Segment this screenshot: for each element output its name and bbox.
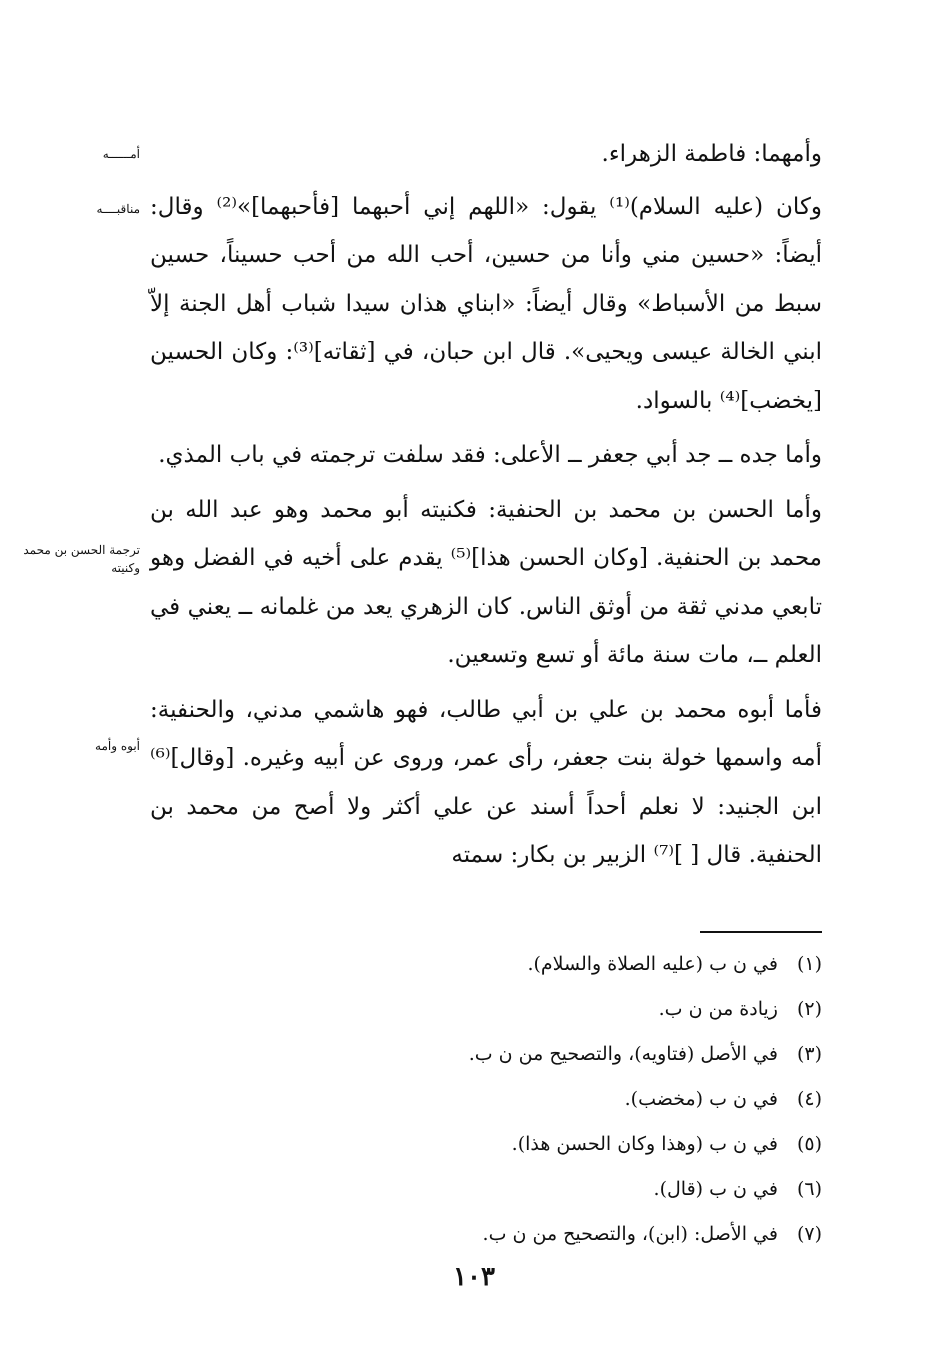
footnote (380, 1122, 822, 1167)
main-text (150, 130, 822, 886)
margin-note-hasan-biography: ترجمة الحسن بن محمد وكنيته (23, 543, 140, 575)
footnote-text: في الأصل: (ابن)، والتصحيح من ن ب. (482, 1223, 778, 1245)
footnote (380, 987, 822, 1032)
footnote-text: في الأصل (فتاويه)، والتصحيح من ن ب. (468, 1043, 778, 1065)
footnote-text: زيادة من ن ب. (658, 998, 778, 1020)
footnote (380, 1212, 822, 1257)
paragraph-virtues: وكان (عليه السلام)⁽¹⁾ يقول: «اللهم إني أحبهما [فأحبهما]»⁽²⁾ وقال: أيضاً: «حسين مني وأنا من حسين، أحب الله من أحب حسيناً، حسين سبط من الأسباط» وقال أيضاً: «ابناي هذان سيدا شباب أهل الجنة إلاّ ابني الخالة عيسى ويحيى». قال ابن حبان، في [ثقاته]⁽³⁾: وكان الحسين [يخضب]⁽⁴⁾ بالسواد. (150, 193, 822, 414)
margin-note-virtues: مناقبــــه (96, 202, 140, 216)
paragraph-mother: وأمهما: فاطمة الزهراء. (601, 141, 822, 167)
footnote-number: (٤) (796, 1088, 822, 1110)
footnote (380, 1167, 822, 1212)
footnote-number: (٦) (796, 1178, 822, 1200)
footnote-number: (٣) (796, 1043, 822, 1065)
footnote-text: في ن ب (مخضب). (624, 1088, 778, 1110)
footnote (380, 1032, 822, 1077)
paragraph-hasan-bin-muhammad: وأما الحسن بن محمد بن الحنفية: فكنيته أبو محمد وهو عبد الله بن محمد بن الحنفية. [وكان الحسن هذا]⁽⁵⁾ يقدم على أخيه في الفضل وهو تابعي مدني ثقة من أوثق الناس. كان الزهري يعد من غلمانه ــ يعني في العلم ــ، مات سنة مائة أو تسع وتسعين. (150, 496, 822, 668)
footnote-number: (٥) (796, 1133, 822, 1155)
margin-note-mother: أمــــــه (102, 147, 140, 161)
footnote-number: (٢) (796, 998, 822, 1020)
footnote-number: (١) (796, 953, 822, 975)
paragraph-father: فأما أبوه محمد بن علي بن أبي طالب، فهو هاشمي مدني، والحنفية: أمه واسمها خولة بنت جعفر، رأى عمر، وروى عن أبيه وغيره. [وقال]⁽⁶⁾ ابن الجنيد: لا نعلم أحداً أسند عن علي أكثر ولا أصح من محمد بن الحنفية. قال [ ]⁽⁷⁾ الزبير بن بكار: سمته (150, 696, 822, 868)
footnotes (380, 942, 822, 1257)
footnote-number: (٧) (796, 1223, 822, 1245)
page-number: ١٠٣ (453, 1262, 495, 1292)
footnote-text: في ن ب (قال). (653, 1178, 778, 1200)
margin-note-father-mother: أبوه وأمه (95, 739, 140, 753)
footnote (380, 1077, 822, 1122)
footnote-text: في ن ب (وهذا وكان الحسن هذا). (511, 1133, 778, 1155)
footnote-separator (700, 931, 822, 933)
paragraph-grandfather: وأما جده ــ جد أبي جعفر ــ الأعلى: فقد سلفت ترجمته في باب المذي. (158, 442, 822, 468)
footnote-text: في ن ب (عليه الصلاة والسلام). (527, 953, 778, 975)
footnote (380, 942, 822, 987)
